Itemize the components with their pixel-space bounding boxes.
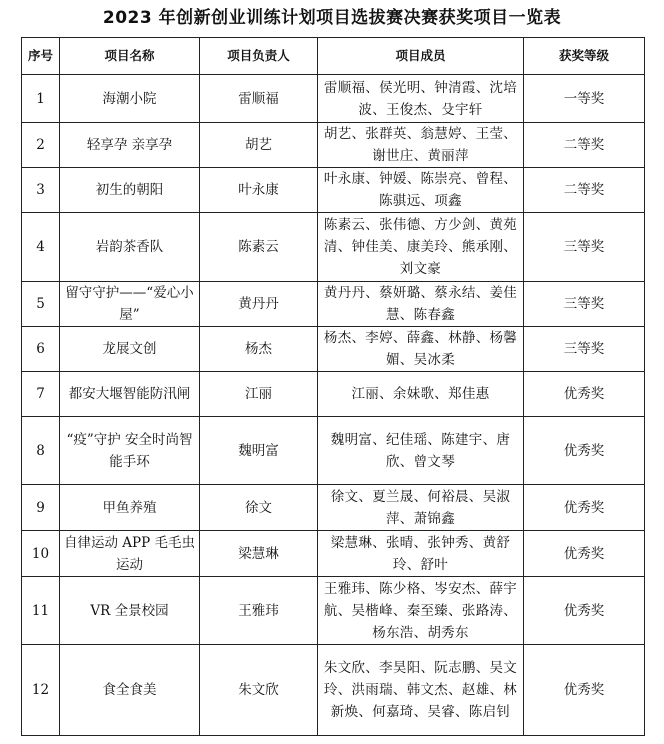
project-leader: 魏明富 bbox=[200, 417, 318, 485]
row-number: 5 bbox=[22, 282, 60, 327]
project-leader: 胡艺 bbox=[200, 123, 318, 168]
table-row bbox=[22, 123, 645, 168]
project-name: 甲鱼养殖 bbox=[60, 485, 200, 531]
award-level: 三等奖 bbox=[524, 213, 645, 282]
table-row bbox=[22, 282, 645, 327]
project-members: 魏明富、纪佳瑶、陈建宇、唐欣、曾文琴 bbox=[318, 417, 524, 485]
header-members: 项目成员 bbox=[318, 38, 524, 75]
project-members: 黄丹丹、蔡妍璐、蔡永结、姜佳慧、陈春鑫 bbox=[318, 282, 524, 327]
project-members: 江丽、余妹歌、郑佳惠 bbox=[318, 372, 524, 417]
project-leader: 朱文欣 bbox=[200, 645, 318, 736]
header-row bbox=[22, 38, 645, 75]
project-leader: 江丽 bbox=[200, 372, 318, 417]
project-members: 雷顺福、侯光明、钟清霞、沈培波、王俊杰、殳宇轩 bbox=[318, 75, 524, 123]
awards-table bbox=[21, 37, 645, 736]
row-number: 11 bbox=[22, 577, 60, 645]
project-members: 陈素云、张伟德、方少剑、黄苑清、钟佳美、康美玲、熊承刚、刘文豪 bbox=[318, 213, 524, 282]
project-members: 胡艺、张群英、翁慧婷、王莹、谢世庄、黄丽萍 bbox=[318, 123, 524, 168]
row-number: 10 bbox=[22, 531, 60, 577]
project-members: 叶永康、钟媛、陈崇亮、曾程、陈骐远、项鑫 bbox=[318, 168, 524, 213]
header-no: 序号 bbox=[22, 38, 60, 75]
award-level: 二等奖 bbox=[524, 123, 645, 168]
row-number: 9 bbox=[22, 485, 60, 531]
row-number: 1 bbox=[22, 75, 60, 123]
award-level: 优秀奖 bbox=[524, 485, 645, 531]
row-number: 8 bbox=[22, 417, 60, 485]
table-row bbox=[22, 417, 645, 485]
project-members: 王雅玮、陈少格、岑安杰、薛宇航、吴楷峰、秦至臻、张路涛、杨东浩、胡秀东 bbox=[318, 577, 524, 645]
project-name: 初生的朝阳 bbox=[60, 168, 200, 213]
project-leader: 徐文 bbox=[200, 485, 318, 531]
project-members: 朱文欣、李昊阳、阮志鹏、吴文玲、洪雨瑞、韩文杰、赵雄、林新焕、何嘉琦、吴睿、陈启钊 bbox=[318, 645, 524, 736]
award-level: 二等奖 bbox=[524, 168, 645, 213]
project-name: 轻享孕 亲享孕 bbox=[60, 123, 200, 168]
table-row bbox=[22, 577, 645, 645]
award-level: 优秀奖 bbox=[524, 577, 645, 645]
project-name: 自律运动 APP 毛毛虫运动 bbox=[60, 531, 200, 577]
award-level: 三等奖 bbox=[524, 327, 645, 372]
award-level: 优秀奖 bbox=[524, 372, 645, 417]
project-leader: 陈素云 bbox=[200, 213, 318, 282]
row-number: 3 bbox=[22, 168, 60, 213]
project-name: 留守守护——“爱心小屋” bbox=[60, 282, 200, 327]
project-leader: 梁慧琳 bbox=[200, 531, 318, 577]
table-row bbox=[22, 213, 645, 282]
project-name: 食全食美 bbox=[60, 645, 200, 736]
project-name: 都安大堰智能防汛闸 bbox=[60, 372, 200, 417]
header-project-name: 项目名称 bbox=[60, 38, 200, 75]
project-members: 梁慧琳、张晴、张钟秀、黄舒玲、舒叶 bbox=[318, 531, 524, 577]
table-row bbox=[22, 531, 645, 577]
project-name: 岩韵茶香队 bbox=[60, 213, 200, 282]
project-name: VR 全景校园 bbox=[60, 577, 200, 645]
project-name: 海潮小院 bbox=[60, 75, 200, 123]
award-level: 优秀奖 bbox=[524, 645, 645, 736]
project-name: “疫”守护 安全时尚智能手环 bbox=[60, 417, 200, 485]
row-number: 12 bbox=[22, 645, 60, 736]
row-number: 6 bbox=[22, 327, 60, 372]
project-leader: 杨杰 bbox=[200, 327, 318, 372]
project-leader: 王雅玮 bbox=[200, 577, 318, 645]
table-row bbox=[22, 75, 645, 123]
award-level: 三等奖 bbox=[524, 282, 645, 327]
project-name: 龙展文创 bbox=[60, 327, 200, 372]
project-members: 徐文、夏兰晟、何裕晨、吴淑萍、萧锦鑫 bbox=[318, 485, 524, 531]
table-row bbox=[22, 168, 645, 213]
header-leader: 项目负责人 bbox=[200, 38, 318, 75]
header-award: 获奖等级 bbox=[524, 38, 645, 75]
table-row bbox=[22, 485, 645, 531]
row-number: 2 bbox=[22, 123, 60, 168]
page-title: 2023 年创新创业训练计划项目选拔赛决赛获奖项目一览表 bbox=[102, 8, 562, 28]
table-row bbox=[22, 645, 645, 736]
table-row bbox=[22, 327, 645, 372]
project-members: 杨杰、李婷、薛鑫、林静、杨馨媚、吴冰柔 bbox=[318, 327, 524, 372]
award-level: 优秀奖 bbox=[524, 417, 645, 485]
award-level: 优秀奖 bbox=[524, 531, 645, 577]
award-level: 一等奖 bbox=[524, 75, 645, 123]
project-leader: 雷顺福 bbox=[200, 75, 318, 123]
table-row bbox=[22, 372, 645, 417]
project-leader: 黄丹丹 bbox=[200, 282, 318, 327]
row-number: 7 bbox=[22, 372, 60, 417]
project-leader: 叶永康 bbox=[200, 168, 318, 213]
row-number: 4 bbox=[22, 213, 60, 282]
